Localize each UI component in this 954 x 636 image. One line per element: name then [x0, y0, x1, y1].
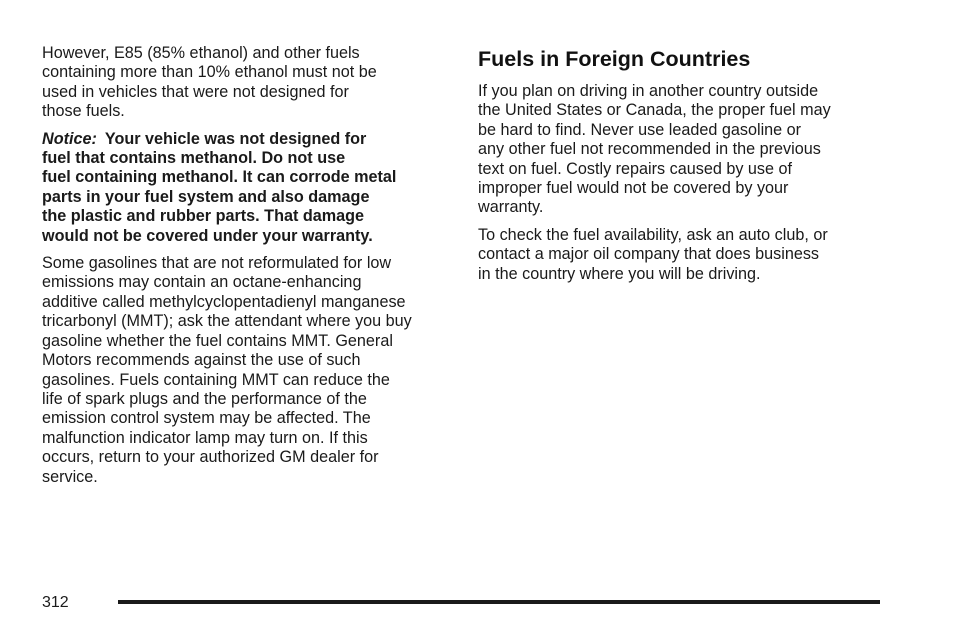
section-heading: Fuels in Foreign Countries [478, 47, 751, 71]
text-line: However, E85 (85% ethanol) and other fuels [42, 44, 360, 62]
text-line: If you plan on driving in another country outside [478, 82, 819, 100]
text-line: life of spark plugs and the performance of the [42, 389, 367, 408]
text-line: warranty. [478, 198, 544, 217]
text-line: used in vehicles that were not designed for [42, 82, 349, 101]
text-line: would not be covered under your warranty. [42, 226, 373, 245]
text-line: the United States or Canada, the proper fuel may [478, 101, 831, 120]
notice-first-line [42, 130, 444, 149]
text-line: improper fuel would not be covered by your [478, 179, 789, 198]
text-line: Motors recommends against the use of such [42, 351, 361, 370]
text-line: any other fuel not recommended in the previous [478, 140, 821, 159]
text-line: fuel containing methanol. It can corrode metal [42, 168, 397, 187]
mmt-paragraph [42, 254, 444, 487]
footer-rule [118, 600, 880, 604]
text-line: in the country where you will be driving. [478, 264, 761, 283]
text-line: gasolines. Fuels containing MMT can reduce the [42, 370, 390, 389]
foreign-fuel-paragraph [478, 82, 878, 218]
text-line: parts in your fuel system and also damage [42, 187, 370, 206]
text-line: gasoline whether the fuel contains MMT. General [42, 331, 393, 350]
e85-paragraph [42, 44, 444, 122]
text-line: additive called methylcyclopentadienyl manganese [42, 292, 406, 311]
text-line: Some gasolines that are not reformulated for low [42, 254, 392, 273]
text-line: contact a major oil company that does business [478, 245, 820, 264]
text-line: the plastic and rubber parts. That damage [42, 207, 365, 226]
text-line: service. [42, 467, 98, 486]
text-line: To check the fuel availability, ask an auto club, or [478, 225, 828, 244]
text-line: malfunction indicator lamp may turn on. If this [42, 428, 368, 447]
text-line: containing more than 10% ethanol must not be [42, 63, 377, 82]
text-line: text on fuel. Costly repairs caused by use of [478, 159, 793, 178]
left-column [42, 44, 444, 495]
text-line: emissions may contain an octane-enhancing [42, 273, 362, 292]
text-line: those fuels. [42, 102, 125, 121]
text-line: Your vehicle was not designed for [104, 129, 367, 148]
text-line: tricarbonyl (MMT); ask the attendant where you buy [42, 312, 412, 331]
methanol-notice [42, 130, 444, 246]
page-number: 312 [42, 594, 69, 611]
text-line: emission control system may be affected. The [42, 409, 371, 428]
right-column [478, 44, 878, 292]
text-line: be hard to find. Never use leaded gasoline or [478, 120, 802, 139]
notice-label: Notice: [42, 129, 97, 148]
text-line: fuel that contains methanol. Do not use [42, 149, 346, 168]
fuel-availability-paragraph [478, 226, 878, 284]
text-line: occurs, return to your authorized GM dealer for [42, 448, 379, 467]
